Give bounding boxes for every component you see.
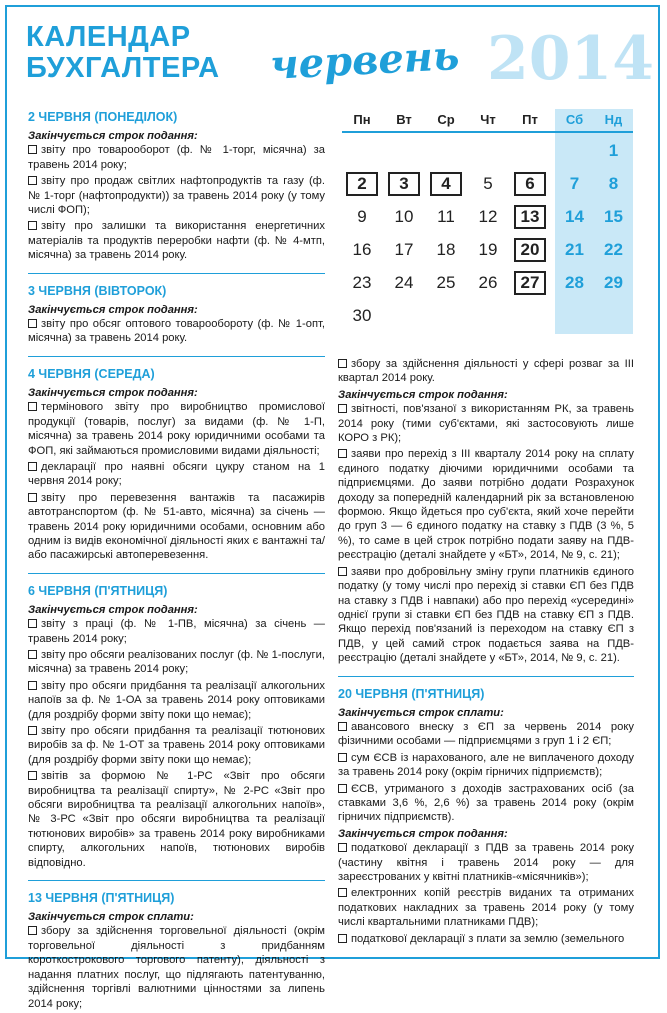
month-name: червень (268, 32, 461, 89)
checklist-item-text: звіту з праці (ф. № 1-ПВ, місячна) за січень — травень 2014 року; (28, 618, 325, 645)
checkbox-icon (338, 449, 347, 458)
checkbox-icon (28, 145, 37, 154)
deadline-subheading: Закінчується строк подання: (338, 388, 508, 401)
calendar-day: 19 (478, 240, 498, 259)
checkbox-icon (338, 722, 347, 731)
calendar-day: 30 (352, 306, 372, 325)
checklist-item-text: податкової декларації з ПДВ за травень 2014 року (частину квітня і травень 2014 року — для зареєстрованих у квітні платників-«місячників»); (338, 842, 634, 883)
checkbox-icon (28, 493, 37, 502)
weekday-header: Пн (353, 112, 371, 127)
checklist-item (28, 219, 325, 262)
weekday-header: Пт (522, 112, 538, 127)
calendar-day: 16 (352, 240, 372, 259)
section-divider (28, 273, 325, 274)
checkbox-icon (28, 176, 37, 185)
checklist-item-text: електронних копій реєстрів виданих та отриманих податкових накладних за травень 2014 року (у тому числі квартальними платниками ПДВ); (338, 887, 634, 929)
weekday-header: Нд (604, 112, 623, 127)
checklist-item-text: термінового звіту про виробництво промислової продукції (товарів, послуг) за видами (ф. № 1-П, місячна) за травень 2014 року юридичними особами та ФОП, які займаються промисловими видами діяльності; (28, 401, 325, 457)
calendar-day: 11 (437, 207, 455, 226)
section-divider (28, 573, 325, 574)
checklist-item-text: звіту про перевезення вантажів та пасажирів автотранспортом (ф. № 51-авто, місячна) за січень — травень 2014 року юридичними особами, основним або одним із видів економічної діяльності яких є вантажні та/або пасажирські автоперевезення. (28, 491, 325, 562)
left-column (28, 110, 325, 1013)
checklist-item (28, 143, 325, 172)
deadline-subheading: Закінчується строк подання: (338, 827, 508, 840)
deadline-subheading: Закінчується строк подання: (28, 303, 198, 316)
weekday-header: Сб (565, 112, 584, 127)
checklist-item (28, 460, 325, 489)
calendar-day: 25 (436, 273, 456, 292)
checkbox-icon (338, 567, 347, 576)
calendar-day: 5 (483, 174, 493, 193)
checklist-item-text: звіту про обсяг оптового товарообороту (ф. № 1-опт, місячна) за травень 2014 року. (28, 318, 325, 345)
checklist-item-text: декларації про наявні обсяги цукру станом на 1 червня 2014 року; (28, 460, 325, 488)
calendar-day: 20 (514, 238, 546, 262)
checkbox-icon (28, 771, 37, 780)
weekday-header: Вт (396, 112, 412, 127)
calendar-day: 7 (569, 174, 580, 193)
checklist-item (28, 724, 325, 767)
calendar-day: 18 (436, 240, 456, 259)
checklist-item-text: заяви про перехід з III кварталу 2014 року на сплату єдиного податку діючими юридичними особами та підприємцями. До заяви потрібно додати Розрахунок доходу за попередній календарний рік за встановленою формою. Якщо йдеться про суб'єкта, який хоче перейти до груп 3 — 6 єдиного податку на ставку з ПДВ (3 %, 5 %), то саме в цей строк потрібно подати заяву на ПДВ-реєстрацію (деталі знайдете у «БТ», 2014, № 9, с. 21); (338, 448, 634, 562)
calendar-day: 14 (565, 207, 584, 226)
checklist-item (338, 932, 634, 946)
section-divider (338, 676, 634, 677)
calendar-day: 29 (604, 273, 623, 292)
calendar-day: 24 (394, 273, 414, 292)
calendar-day: 4 (430, 172, 462, 196)
calendar-day: 12 (478, 207, 498, 226)
checkbox-icon (338, 753, 347, 762)
checklist-item-text: ЄСВ, утриманого з доходів застрахованих осіб (за ставками 3,6 %, 2,6 %) за травень 2014 року (окрім гірничих підприємств). (338, 782, 634, 824)
checklist-item-text: авансового внеску з ЄП за червень 2014 року фізичними особами — підприємцями з груп 1 і 2 ЄП; (338, 720, 634, 748)
weekday-header: Ср (437, 112, 455, 127)
checkbox-icon (338, 784, 347, 793)
checklist-item-text: сум ЄСВ із нарахованого, але не виплаченого доходу за травень 2014 року (окрім гірничих підприємств); (338, 751, 634, 779)
checkbox-icon (338, 359, 347, 368)
year: 2014 (487, 24, 654, 94)
calendar-day: 3 (388, 172, 420, 196)
calendar-day: 8 (608, 174, 619, 193)
right-column (338, 357, 634, 948)
section-heading: 2 ЧЕРВНЯ (ПОНЕДІЛОК) (28, 110, 178, 124)
calendar-header-rule (342, 131, 633, 133)
checklist-item-text: звіту про обсяги придбання та реалізації алкогольних напоїв за ф. № 1-ОА за травень 2014 року оптовиками (для роздрібу форми звіту поки що немає); (28, 679, 325, 721)
checkbox-icon (28, 926, 37, 935)
weekday-header: Чт (480, 112, 496, 127)
calendar-day: 10 (394, 207, 414, 226)
deadline-subheading: Закінчується строк подання: (28, 603, 198, 616)
calendar-day: 27 (514, 271, 546, 295)
checklist-item-text: збору за здійснення діяльності у сфері розваг за III квартал 2014 року. (338, 358, 634, 385)
checklist-item (28, 679, 325, 722)
checklist-item (28, 769, 325, 870)
checkbox-icon (338, 934, 347, 943)
deadline-subheading: Закінчується строк подання: (28, 130, 198, 142)
checkbox-icon (28, 462, 37, 471)
checkbox-icon (28, 619, 37, 628)
calendar-day: 21 (565, 240, 584, 259)
checklist-item-text: звітності, пов'язаної з використанням РК, за травень 2014 року (тими суб'єктами, які застосовують лише КОРО з РК); (338, 403, 634, 445)
checkbox-icon (338, 404, 347, 413)
checkbox-icon (28, 319, 37, 328)
checklist-item (338, 782, 634, 825)
checklist-item (28, 617, 325, 646)
title-line-1: КАЛЕНДАР (26, 21, 191, 53)
checklist-item (338, 565, 634, 666)
checklist-item (338, 357, 634, 386)
calendar-day: 2 (346, 172, 378, 196)
section-heading: 6 ЧЕРВНЯ (П'ЯТНИЦЯ) (28, 583, 168, 598)
checklist-item (28, 400, 325, 458)
deadline-subheading: Закінчується строк подання: (28, 386, 198, 399)
calendar-day: 9 (357, 207, 367, 226)
deadline-subheading: Закінчується строк сплати: (28, 911, 194, 924)
checklist-item-text: звіту про обсяги реалізованих послуг (ф. № 1-послуги, місячна) за травень 2014 року; (28, 648, 325, 676)
section-divider (28, 880, 325, 881)
calendar-day: 26 (478, 273, 498, 292)
month-calendar (342, 109, 633, 334)
checkbox-icon (28, 650, 37, 659)
checklist-item (28, 491, 325, 563)
deadline-subheading: Закінчується строк сплати: (338, 706, 504, 719)
checklist-item-text: звіту про залишки та використання енергетичних матеріалів та продуктів переробки нафти (ф. № 4-мтп, місячна) за травень 2014 року. (28, 220, 325, 262)
calendar-day: 28 (565, 273, 584, 292)
checkbox-icon (28, 221, 37, 230)
checklist-item (338, 751, 634, 780)
checkbox-icon (28, 726, 37, 735)
checklist-item (28, 924, 325, 1010)
title-line-2: БУХГАЛТЕРА (26, 52, 220, 84)
calendar-day: 22 (604, 240, 623, 259)
checkbox-icon (338, 843, 347, 852)
checklist-item-text: звітів за формою № 1-РС «Звіт про обсяги виробництва та реалізації спирту», № 2-РС «Звіт про обсяги виробництва та реалізації алкогольних напоїв», № 3-РС «Звіт про обсяги виробництва та реалізації тютюнових виробів» за травень 2014 року виробниками спирту, алкогольних напоїв, тютюнових виробів відповідно. (28, 770, 325, 869)
section-divider (28, 356, 325, 357)
checklist-item (338, 841, 634, 884)
calendar-title (26, 22, 220, 84)
checklist-item (28, 648, 325, 677)
calendar-day: 23 (352, 273, 372, 292)
section-heading: 20 ЧЕРВНЯ (П'ЯТНИЦЯ) (338, 686, 485, 701)
section-heading: 3 ЧЕРВНЯ (ВІВТОРОК) (28, 283, 167, 298)
checklist-item-text: звіту про товарооборот (ф. № 1-торг, місячна) за травень 2014 року; (28, 144, 325, 171)
calendar-day: 6 (514, 172, 546, 196)
checklist-item-text: податкової декларації з плати за землю (земельного (351, 932, 625, 945)
checklist-item (28, 174, 325, 217)
checklist-item (28, 317, 325, 346)
checklist-item-text: звіту про обсяги придбання та реалізації тютюнових виробів за ф. № 1-ОТ за травень 2014 року оптовиками (для роздрібу форми звіту поки що немає); (28, 725, 325, 766)
checklist-item (338, 720, 634, 749)
checklist-item (338, 402, 634, 445)
checkbox-icon (28, 402, 37, 411)
calendar-day: 17 (394, 240, 414, 259)
checklist-item-text: заяви про добровільну зміну групи платників єдиного податку (у тому числі про перехід зі ставки ЄП без ПДВ на ставку з ПДВ і навпаки) або про перехід «усередині» однієї групи зі ставки ЄП без ПДВ на ставку ЄП з ПДВ. Якщо перехід пов'язаний із переходом на ставку ЄП з ПДВ, у цей самий строк подається заява на ПДВ-реєстрацію (деталі знайдете у «БТ», 2014, № 9, с. 21). (338, 565, 634, 665)
section-heading: 4 ЧЕРВНЯ (СЕРЕДА) (28, 366, 155, 381)
checklist-item (338, 886, 634, 929)
checklist-item-text: звіту про продаж світлих нафтопродуктів та газу (ф. № 1-торг (нафтопродукти)) за травень 2014 року (у тому числі ФОП); (28, 175, 325, 217)
calendar-day: 1 (608, 141, 619, 160)
checkbox-icon (338, 888, 347, 897)
checklist-item (338, 447, 634, 562)
checkbox-icon (28, 681, 37, 690)
calendar-day: 13 (514, 205, 546, 229)
section-heading: 13 ЧЕРВНЯ (П'ЯТНИЦЯ) (28, 891, 175, 906)
checklist-item-text: збору за здійснення торговельної діяльності (окрім торговельної діяльності з придбанням короткострокового торгового патенту), діяльності з надання платних послуг, що підлягають патентуванню, здійснення торгівлі валютними цінностями за липень 2014 року; (28, 925, 325, 1010)
calendar-day: 15 (604, 207, 623, 226)
